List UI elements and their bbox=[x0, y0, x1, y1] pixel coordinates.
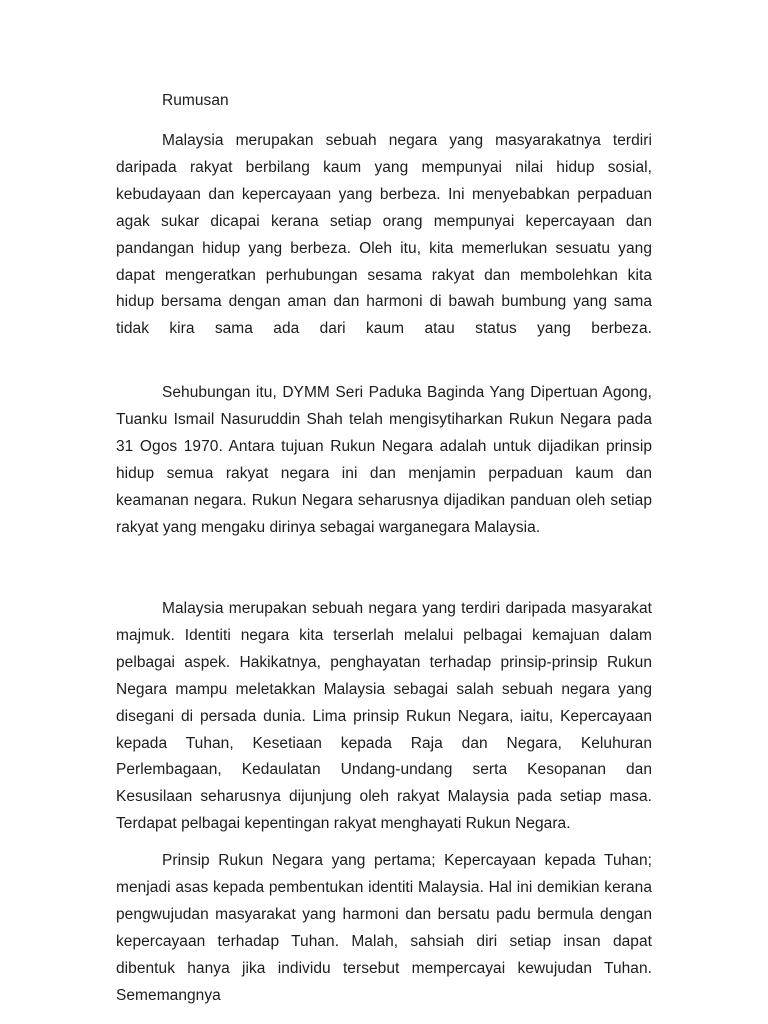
paragraph-3: Malaysia merupakan sebuah negara yang terdiri daripada masyarakat majmuk. Identiti negara kita terserlah melalui pelbagai kemajuan dalam pelbagai aspek. Hakikatnya, penghayatan terhadap prinsip-prinsip Rukun Negara mampu meletakkan Malaysia sebagai salah sebuah negara yang disegani di persada dunia. Lima prinsip Rukun Negara, iaitu, Kepercayaan kepada Tuhan, Kesetiaan kepada Raja dan Negara, Keluhuran Perlembagaan, Kedaulatan Undang-undang serta Kesopanan dan Kesusilaan seharusnya dijunjung oleh rakyat Malaysia pada setiap masa. Terdapat pelbagai kepentingan rakyat menghayati Rukun Negara. bbox=[116, 600, 652, 833]
paragraph-4: Prinsip Rukun Negara yang pertama; Kepercayaan kepada Tuhan; menjadi asas kepada pembentukan identiti Malaysia. Hal ini demikian kerana pengwujudan masyarakat yang harmoni dan bersatu padu bermula dengan kepercayaan terhadap Tuhan. Malah, sahsiah diri setiap insan dapat dibentuk hanya jika individu tersebut mempercayai kewujudan Tuhan. Sememangnya bbox=[116, 852, 652, 1004]
paragraph-2: Sehubungan itu, DYMM Seri Paduka Baginda Yang Dipertuan Agong, Tuanku Ismail Nasuruddin Shah telah mengisytiharkan Rukun Negara pada 31 Ogos 1970. Antara tujuan Rukun Negara adalah untuk dijadikan prinsip hidup semua rakyat negara ini dan menjamin perpaduan kaum dan keamanan negara. Rukun Negara seharusnya dijadikan panduan oleh setiap rakyat yang mengaku dirinya sebagai warganegara Malaysia. bbox=[116, 384, 652, 536]
section-heading: Rumusan bbox=[162, 92, 229, 109]
paragraph-1: Malaysia merupakan sebuah negara yang masyarakatnya terdiri daripada rakyat berbilang kaum yang mempunyai nilai hidup sosial, kebudayaan dan kepercayaan yang berbeza. Ini menyebabkan perpaduan agak sukar dicapai kerana setiap orang mempunyai kepercayaan dan pandangan hidup yang berbeza. Oleh itu, kita memerlukan sesuatu yang dapat mengeratkan perhubungan sesama rakyat dan membolehkan kita hidup bersama dengan aman dan harmoni di bawah bumbung yang sama tidak kira sama ada dari kaum atau status yang berbeza. bbox=[116, 132, 652, 338]
